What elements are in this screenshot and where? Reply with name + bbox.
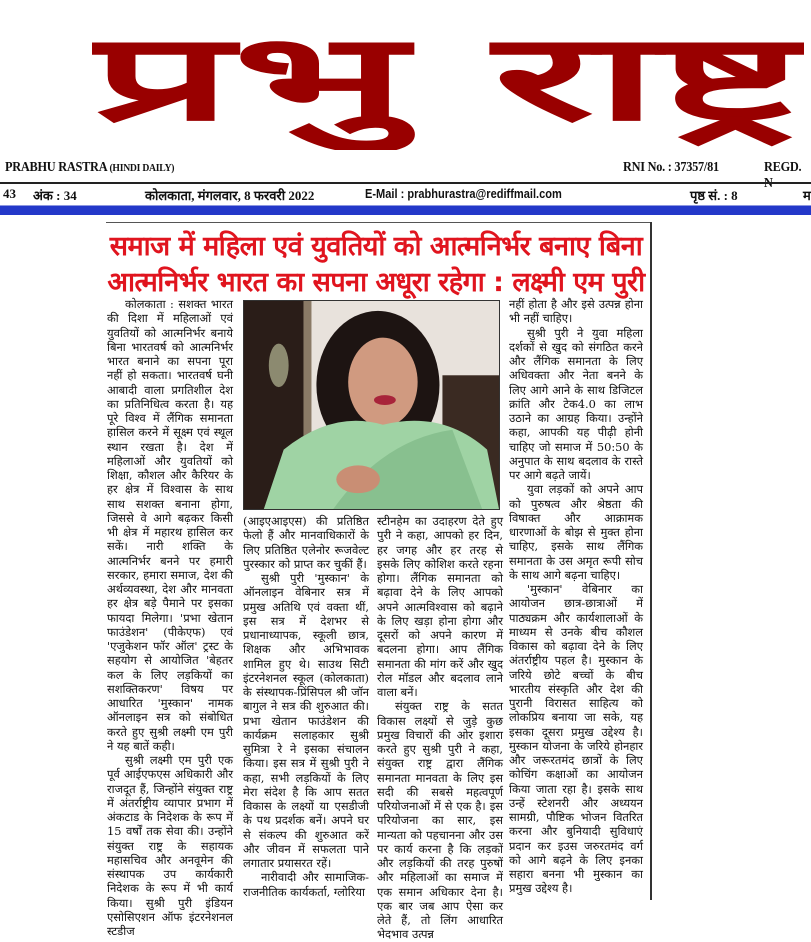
article-paragraph: कोलकाता : सशक्त भारत की दिशा में महिलाओं एवं युवतियों को आत्मनिर्भर बनाये बिना भारतवर्ष को आत्मनिर्भर भारत बनाने का सपना पूरा नहीं हो सकता। भारतवर्ष घनी आबादी वाला प्रगतिशील देश का प्रतिनिधित्व करता है। यह पूरे विश्व में लैंगिक समानता हासिल करने में सूक्ष्म एवं स्थूल स्थान रखता है। देश में महिलाओं और युवतियों को शिक्षा, कौशल और कैरियर के हर क्षेत्र में विश्वास के साथ साथ सशक्त बनाना होगा, जिससे वे आगे बढ़कर किसी भी क्षेत्र में महारथ हासिल कर सकें। नारी शक्ति के आत्मनिर्भर बनने पर हमारी सरकार, हमारा समाज, देश की अर्थव्यवस्था, देश और मानवता हर क्षेत्र बड़े पैमाने पर इसका फायदा मिलेगा। 'प्रभा खेतान फाउंडेशन' (पीकेएफ) एवं 'एजुकेशन फॉर ऑल' ट्रस्ट के सहयोग से आयोजित 'बेहतर कल के लिए लड़कियों का सशक्तिकरण' विषय पर आधारित 'मुस्कान' नामक ऑनलाइन सत्र को संबोधित करते हुए सुश्री लक्ष्मी एम पुरी ने यह बातें कही। — [107, 297, 233, 753]
regd-number: REGD. — [764, 160, 802, 175]
rni-number: RNI No. : 37357/81 — [623, 160, 719, 175]
article-paragraph: सुश्री पुरी ने युवा महिला दर्शकों से खुद को संगठित करने और लैंगिक समानता के लिए अधिवक्ता और नेता बनने के लिए आगे आने के साथ डिजिटल क्रांति और टेक4.0 का लाभ उठाने का आग्रह किया। उन्होंने कहा, आपकी यह पीढ़ी होनी चाहिए जो समाज में 50:50 के अनुपात के साथ बदलाव के रास्ते पर आगे बढ़ते जायें। — [509, 325, 643, 482]
article-column-2 — [243, 514, 369, 899]
article-paragraph: संयुक्त राष्ट्र के सतत विकास लक्ष्यों से जुड़े कुछ प्रमुख विचारों की ओर इशारा करते हुए सुश्री पुरी ने कहा, संयुक्त राष्ट्र द्वारा लैंगिक समानता मानवता के लिए इस सदी की सबसे महत्वपूर्ण परियोजनाओं में से एक है। इस परियोजना का सार, इस मान्यता को पहचानना और उस पर कार्य करना है कि लड़कों और लड़कियों की तरह पुरुषों और महिलाओं का समाज में एक समान अधिकार देना है। एक बार जब आप ऐसा कर लेते हैं, तो लिंग आधारित भेदभाव उत्पन्न — [377, 699, 503, 942]
article-paragraph: (आइएआइएस) की प्रतिष्ठित फेलो हैं और मानवाधिकारों के लिए प्रतिष्ठित एलेनोर रूजवेल्ट पुरस्कार को प्राप्त कर चुकीं हैं। — [243, 514, 369, 571]
article-paragraph: युवा लड़कों को अपने आप को पुरुषत्व और श्रेष्ठता की विषाक्त और आक्रामक धारणाओं के बोझ से मुक्त होना चाहिए, इसके साथ लैंगिक समानता के उस अमृत रूपी सोच के साथ आगे बढ़ना चाहिए। — [509, 482, 643, 582]
logo-text: प्रभु राष्ट्र — [92, 9, 804, 148]
issue-number: अंक : 34 — [33, 188, 77, 203]
article-paragraph: सुश्री पुरी 'मुस्कान' के ऑनलाइन वेबिनार सत्र में प्रमुख अतिथि एवं वक्ता थीं, इस सत्र में देशभर से प्रधानाध्यापक, स्कूली छात्र, शिक्षक और अभिभावक शामिल हुए थे। साउथ सिटी इंटरनेशनल स्कूल (कोलकाता) के संस्थापक-प्रिंसिपल श्री जॉन बागुल ने सत्र की शुरुआत की। प्रभा खेतान फाउंडेशन की कार्यक्रम सलाहकार सुश्री सुमित्रा रे ने इसका संचालन किया। इस सत्र में सुश्री पुरी ने कहा, सभी लड़कियों के लिए मेरा संदेश है कि आप सतत विकास के लक्ष्यों या एसडीजी के पथ प्रदर्शक बनें। अपने घर से संकल्प की शुरुआत करें और जीवन में सफलता पाने लगातार प्रयासरत रहें। — [243, 571, 369, 870]
article-column-1 — [107, 297, 233, 938]
page-cut-text: म — [803, 188, 811, 203]
woman-speaking-photo — [243, 300, 500, 510]
email-link[interactable]: E-Mail : prabhurastra@rediffmail.com — [365, 186, 562, 201]
article-paragraph: नारीवादी और सामाजिक-राजनीतिक कार्यकर्ता, ग्लोरिया — [243, 870, 369, 899]
article-paragraph: 'मुस्कान' वेबिनार का आयोजन छात्र-छात्राओं में पाठ्यक्रम और कार्यशालाओं के माध्यम से उनके बीच कौशल विकास को बढ़ावा देने के लिए अंतर्राष्ट्रीय पहल है। मुस्कान के जरिये छोटे बच्चों के बीच भारतीय संस्कृति और देश की पुरानी विरासत साहित्य को लोकप्रिय बनाया जा सके, यह इसका दूसरा प्रमुख उद्देश्य है। मुस्कान योजना के जरिये होनहार और जरूरतमंद छात्रों के लिए कोचिंग कक्षाओं का आयोजन किया जाता रहा है। इसके साथ उन्हें स्टेशनरी और अध्ययन सामग्री, पौष्टिक भोजन वितरित करना और बुनियादी सुविधाएं प्रदान कर इउस जरुरतमंद वर्ग को आगे बढ़ने के लिए इनका सहारा बनना भी मुस्कान का प्रमुख उद्देश्य है। — [509, 582, 643, 896]
headline-line-2: आत्मनिर्भर भारत का सपना अधूरा रहेगा : लक्ष्मी एम पुरी — [107, 267, 645, 298]
article-right-border — [650, 222, 652, 900]
header-divider — [0, 182, 811, 184]
headline-line-1: समाज में महिला एवं युवतियों को आत्मनिर्भर बनाए बिना — [109, 231, 643, 262]
article-column-4 — [509, 297, 643, 896]
newspaper-logo — [92, 8, 804, 150]
page-number: पृष्ठ सं. : 8 — [690, 188, 738, 203]
dateline: कोलकाता, मंगलवार, 8 फरवरी 2022 — [145, 188, 315, 203]
volume-number: 43 — [3, 186, 16, 201]
article-paragraph: नहीं होता है और इसे उत्पन्न होना भी नहीं चाहिए। — [509, 297, 643, 326]
name-text: PRABHU RASTRA — [5, 160, 107, 175]
article-paragraph: सुश्री लक्ष्मी एम पुरी एक पूर्व आईएफएस अधिकारी और राजदूत हैं, जिन्होंने संयुक्त राष्ट्र में अंतर्राष्ट्रीय व्यापार प्रभाग में अंकटाड के निदेशक के रूप में 15 वर्षों तक सेवा की। उन्होंने संयुक्त राष्ट्र के सहायक महासचिव और अनवूमेन की संस्थापक उप कार्यकारी निदेशक के रूप में भी कार्य किया। सुश्री पुरी इंडियन एसोसिएशन ऑफ इंटरनेशनल स्टडीज — [107, 753, 233, 938]
article-paragraph: स्टीनहेम का उदाहरण देते हुए पुरी ने कहा, आपको हर दिन, हर जगह और हर तरह से इसके लिए कोशिश करते रहना होगा। लैंगिक समानता को बढ़ावा देने के लिए आपको अपने आत्मविश्वास को बढ़ाने के लिए खड़ा होना होगा और दूसरों को अपने कारण में बदलना होगा। आप लैंगिक समानता की मांग करें और खुद रोल मॉडल और बदलाव लाने वाला बनें। — [377, 514, 503, 699]
header-blue-bar — [0, 205, 811, 215]
article-top-border — [106, 222, 650, 223]
article-column-3 — [377, 514, 503, 942]
newspaper-name — [5, 160, 174, 176]
name-suffix: (HINDI DAILY) — [109, 162, 175, 174]
